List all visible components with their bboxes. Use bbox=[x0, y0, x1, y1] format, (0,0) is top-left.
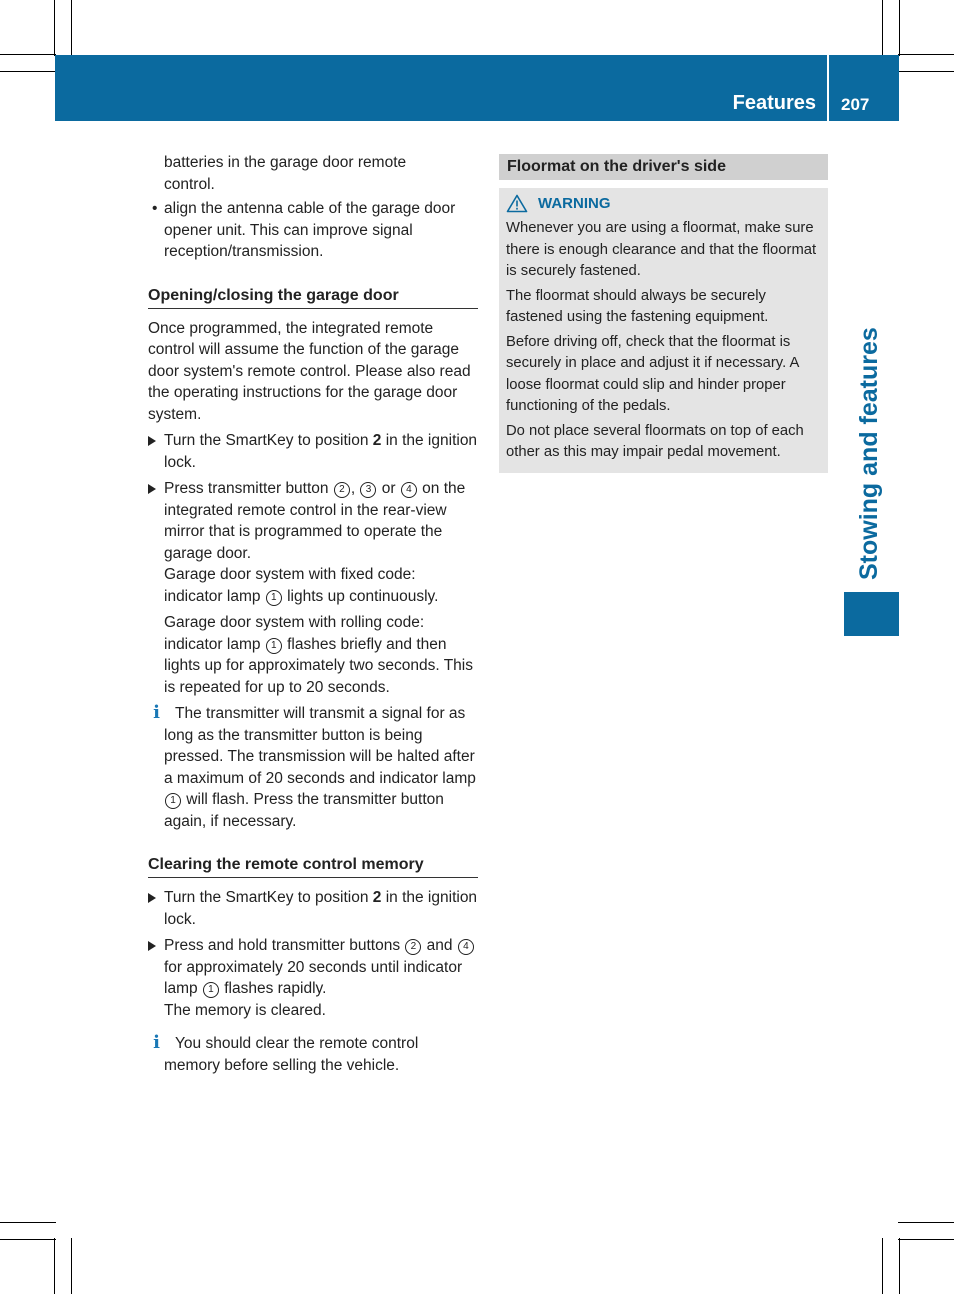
crop-mark bbox=[899, 1238, 900, 1294]
crop-mark bbox=[0, 1222, 56, 1223]
lamp-number-icon: 1 bbox=[165, 793, 181, 809]
crop-mark bbox=[898, 54, 954, 55]
crop-mark bbox=[898, 1239, 954, 1240]
crop-mark bbox=[0, 1239, 56, 1240]
crop-mark bbox=[882, 0, 883, 56]
side-tab-label: Stowing and features bbox=[855, 327, 883, 580]
crop-mark bbox=[899, 0, 900, 56]
crop-mark bbox=[898, 71, 954, 72]
bullet-text: align the antenna cable of the garage door opener unit. This can improve signal reception/transmission. bbox=[164, 200, 456, 260]
button-number-icon: 2 bbox=[405, 939, 421, 955]
arrow-icon bbox=[148, 893, 156, 903]
result-memory-cleared: The memory is cleared. bbox=[164, 1001, 326, 1019]
crop-mark bbox=[71, 1238, 72, 1294]
arrow-icon bbox=[148, 436, 156, 446]
crop-mark bbox=[882, 1238, 883, 1294]
info-note: i You should clear the remote control memory before selling the vehicle. bbox=[148, 1033, 478, 1076]
right-column bbox=[499, 154, 828, 473]
crop-mark bbox=[0, 71, 56, 72]
arrow-icon bbox=[148, 941, 156, 951]
section-title: Features bbox=[732, 92, 816, 114]
warning-paragraph: Whenever you are using a floormat, make sure there is enough clearance and that the floormat is securely fastened. bbox=[506, 220, 817, 279]
warning-triangle-icon bbox=[506, 194, 528, 213]
step-item: Press and hold transmitter buttons 2 and 4 for approximately 20 seconds until indicator lamp 1 flashes rapidly. bbox=[148, 935, 478, 1000]
info-note: i The transmitter will transmit a signal for as long as the transmitter button is being pressed. The transmission will be halted after a maximum of 20 seconds and indicator lamp 1 will flash. Press the transmitter button again, if necessary. bbox=[148, 703, 478, 832]
step-item: Turn the SmartKey to position 2 in the ignition lock. bbox=[148, 887, 478, 930]
arrow-icon bbox=[148, 484, 156, 494]
header-bar bbox=[55, 55, 899, 121]
button-number-icon: 4 bbox=[458, 939, 474, 955]
lamp-number-icon: 1 bbox=[203, 982, 219, 998]
lamp-number-icon: 1 bbox=[266, 638, 282, 654]
left-column bbox=[148, 152, 478, 1076]
info-icon: i bbox=[153, 702, 160, 723]
section-heading-clearing: Clearing the remote control memory bbox=[148, 854, 478, 878]
button-number-icon: 2 bbox=[334, 482, 350, 498]
crop-mark bbox=[54, 1238, 55, 1294]
header-divider bbox=[827, 55, 829, 121]
crop-mark bbox=[71, 0, 72, 56]
warning-paragraph: Do not place several floormats on top of each other as this may impair pedal movement. bbox=[506, 422, 804, 460]
button-number-icon: 3 bbox=[360, 482, 376, 498]
box-heading: Floormat on the driver's side bbox=[499, 154, 828, 180]
result-fixed-code: Garage door system with fixed code: indicator lamp 1 lights up continuously. bbox=[164, 566, 439, 605]
step-item: Press transmitter button 2 , 3 or 4 on the integrated remote control in the rear-view mirror that is programmed to operate the garage door. bbox=[148, 478, 478, 564]
warning-paragraph: Before driving off, check that the floormat is securely in place and adjust it if necessary. A loose floormat could slip and hinder proper functioning of the pedals. bbox=[506, 333, 799, 414]
page-number: 207 bbox=[841, 95, 870, 114]
lamp-number-icon: 1 bbox=[266, 590, 282, 606]
warning-paragraph: The floormat should always be securely fastened using the fastening equipment. bbox=[506, 287, 769, 325]
crop-mark bbox=[898, 1222, 954, 1223]
bullet-item bbox=[148, 198, 478, 263]
section-heading-opening: Opening/closing the garage door bbox=[148, 285, 478, 309]
bullet-symbol: • bbox=[152, 200, 158, 217]
result-rolling-code: Garage door system with rolling code: indicator lamp 1 flashes briefly and then lights up for approximately two seconds. This is repeated for up to 20 seconds. bbox=[164, 614, 474, 696]
side-tab-marker bbox=[844, 592, 899, 636]
info-icon: i bbox=[153, 1032, 160, 1053]
intro-text: batteries in the garage door remote control. bbox=[164, 154, 407, 193]
step-item: Turn the SmartKey to position 2 in the ignition lock. bbox=[148, 430, 478, 473]
warning-box bbox=[499, 188, 828, 473]
crop-mark bbox=[54, 0, 55, 56]
button-number-icon: 4 bbox=[401, 482, 417, 498]
crop-mark bbox=[0, 54, 56, 55]
warning-label: WARNING bbox=[538, 194, 611, 212]
warning-header bbox=[506, 194, 821, 213]
section-intro: Once programmed, the integrated remote control will assume the function of the garage door system's remote control. Please also read the operating instructions for the garage door system. bbox=[148, 319, 471, 423]
